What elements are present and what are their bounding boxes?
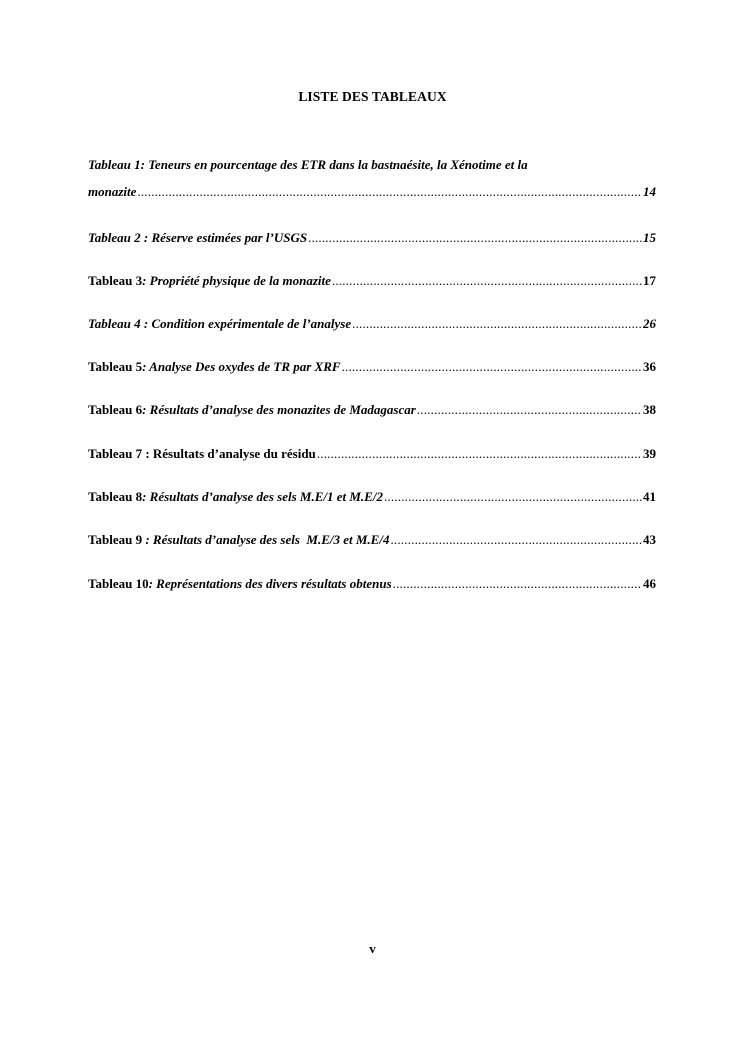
toc-entry-9[interactable] — [88, 532, 656, 548]
toc-entry-page: 36 — [643, 359, 656, 374]
toc-entry-label: : Résultats d’analyse des monazites de Madagascar — [142, 402, 416, 417]
dot-leader — [417, 402, 642, 418]
toc-entry-label: Tableau 2 : Réserve estimées par l’USGS — [88, 230, 308, 245]
toc-entry-prefix: Tableau 5 — [88, 359, 143, 374]
toc-entry-label-continued: monazite — [88, 184, 137, 199]
toc-entry-label: : Résultats d’analyse des sels M.E/3 et M.E/4 — [142, 532, 390, 547]
toc-entry-page: 14 — [643, 184, 656, 199]
toc-entry-8[interactable] — [88, 489, 656, 505]
toc-entry-prefix: Tableau 9 — [88, 532, 143, 547]
dot-leader — [390, 532, 642, 548]
toc-entry-label: Tableau 4 : Condition expérimentale de l’analyse — [88, 316, 352, 331]
toc-entry-10[interactable] — [88, 576, 656, 592]
toc-entry-page: 15 — [643, 230, 656, 245]
toc-entry-3[interactable] — [88, 273, 656, 289]
dot-leader — [137, 184, 642, 200]
toc-entry-5[interactable] — [88, 359, 656, 375]
toc-entry-7[interactable] — [88, 446, 656, 462]
toc-entry-6[interactable] — [88, 402, 656, 418]
page-title: LISTE DES TABLEAUX — [298, 89, 447, 104]
toc-entry-4[interactable] — [88, 316, 656, 332]
dot-leader — [384, 489, 642, 505]
toc-entry-label: : Représentations des divers résultats obtenus — [148, 576, 392, 591]
toc-entry-label: Tableau 1: Teneurs en pourcentage des ETR dans la bastnaésite, la Xénotime et la — [88, 157, 528, 172]
toc-entry-2[interactable] — [88, 230, 656, 246]
dot-leader — [352, 316, 642, 332]
toc-entry-prefix: Tableau 6 — [88, 402, 143, 417]
toc-entry-label: : Propriété physique de la monazite — [142, 273, 331, 288]
toc-entry-label: : Résultats d’analyse des sels M.E/1 et M.E/2 — [142, 489, 383, 504]
toc-entry-prefix: Tableau 8 — [88, 489, 143, 504]
toc-entry-page: 43 — [643, 532, 656, 547]
toc-entry-page: 17 — [643, 273, 656, 288]
dot-leader — [393, 576, 642, 592]
toc-entry-page: 46 — [643, 576, 656, 591]
toc-entry-prefix: Tableau 3 — [88, 273, 143, 288]
dot-leader — [342, 359, 642, 375]
toc-entry-prefix: Tableau 10 — [88, 576, 149, 591]
dot-leader — [308, 230, 642, 246]
toc-entry-page: 39 — [643, 446, 656, 461]
dot-leader — [332, 273, 642, 289]
toc-entry-page: 26 — [643, 316, 656, 331]
toc-entry-1[interactable] — [88, 157, 656, 200]
toc-entry-page: 38 — [643, 402, 656, 417]
toc-entry-label: : Analyse Des oxydes de TR par XRF — [142, 359, 341, 374]
toc-entry-label: Tableau 7 : Résultats d’analyse du résidu — [88, 446, 316, 461]
toc-entry-page: 41 — [643, 489, 656, 504]
dot-leader — [317, 446, 642, 462]
page-number: v — [369, 941, 376, 956]
